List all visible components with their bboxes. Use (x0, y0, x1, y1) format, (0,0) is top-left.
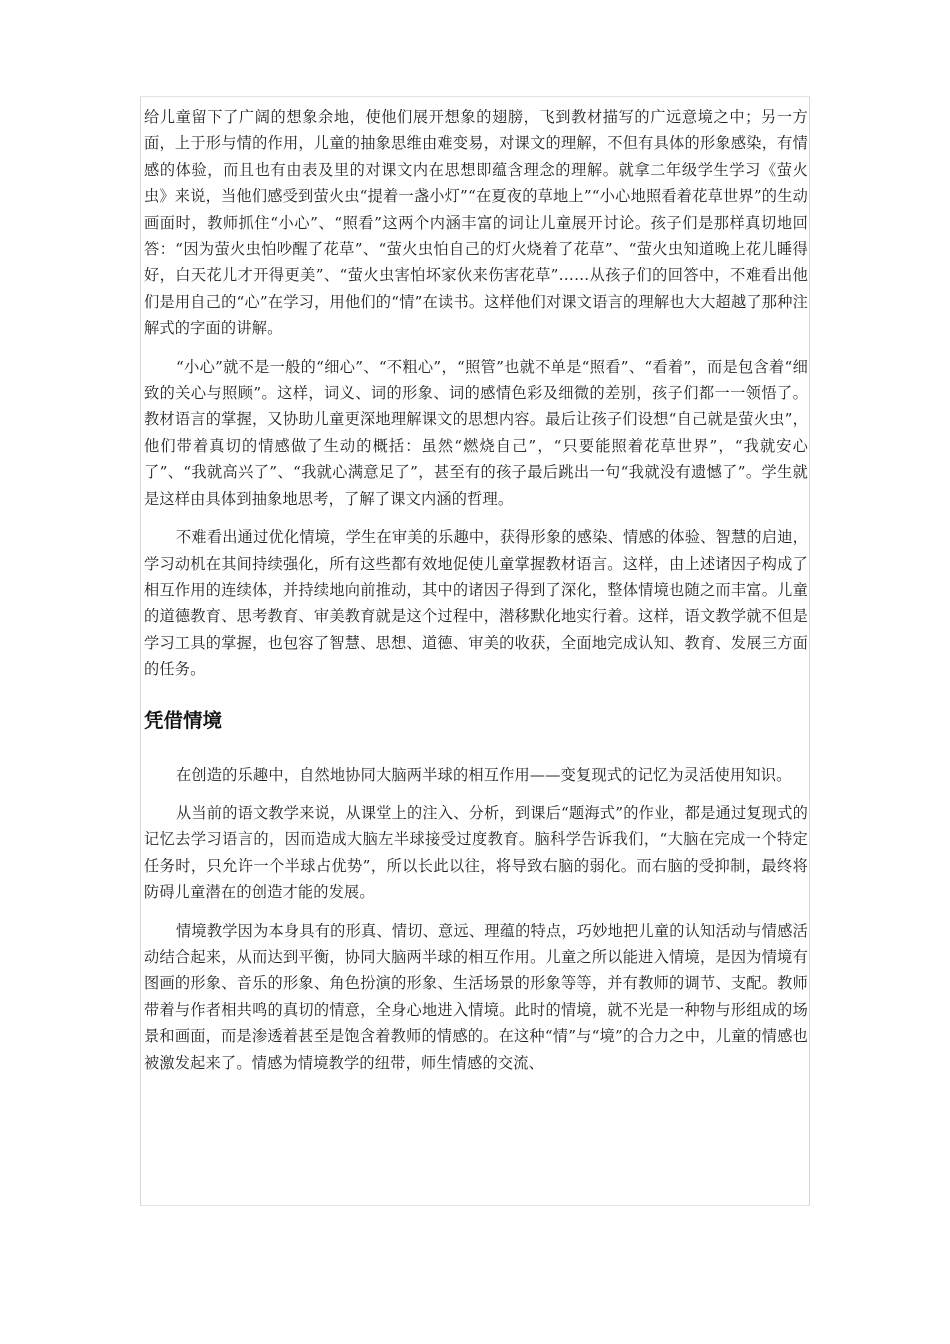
paragraph-optimize-situation: 不难看出通过优化情境，学生在审美的乐趣中，获得形象的感染、情感的体验、智慧的启迪，学习动机在其间持续强化，所有这些都有效地促使儿童掌握教材语言。这样，由上述诸因子构成了相互作用的连续体，并持续地向前推动，其中的诸因子得到了深化，整体情境也随之而丰富。儿童的道德教育、思考教育、审美教育就是这个过程中，潜移默化地实行着。这样，语文教学就不但是学习工具的掌握，也包容了智慧、思想、道德、审美的收获，全面地完成认知、教育、发展三方面的任务。 (144, 528, 808, 679)
section-heading: 凭借情境 (144, 708, 223, 732)
paragraph-continuation: 给儿童留下了广阔的想象余地，使他们展开想象的翅膀，飞到教材描写的广远意境之中；另一方面，上于形与情的作用，儿童的抽象思维由难变易，对课文的理解，不但有具体的形象感染，有情感的体验，而且也有由表及里的对课文内在思想即蕴含理念的理解。就拿二年级学生学习《萤火虫》来说，当他们感受到萤火虫“提着一盏小灯”“在夏夜的草地上”“小心地照看着花草世界”的生动画面时，教师抓住“小心”、“照看”这两个内涵丰富的词让儿童展开讨论。孩子们是那样真切地回答：“因为萤火虫怕吵醒了花草”、“萤火虫怕自己的灯火烧着了花草”、“萤火虫知道晚上花儿睡得好，白天花儿才开得更美”、“萤火虫害怕坏家伙来伤害花草”……从孩子们的回答中，不难看出他们是用自己的“心”在学习，用他们的“情”在读书。这样他们对课文语言的理解也大大超越了那种注解式的字面的讲解。 (144, 108, 808, 338)
paragraph-xiaoxin: “小心”就不是一般的“细心”、“不粗心”，“照管”也就不单是“照看”、“看着”，而是包含着“细致的关心与照顾”。这样，词义、词的形象、词的感情色彩及细微的差别，孩子们都一一领悟了。教材语言的掌握，又协助儿童更深地理解课文的思想内容。最后让孩子们设想“自己就是萤火虫”，他们带着真切的情感做了生动的概括：虽然“燃烧自己”，“只要能照着花草世界”，“我就安心了”、“我就高兴了”、“我就心满意足了”，甚至有的孩子最后跳出一句“我就没有遗憾了”。学生就是这样由具体到抽象地思考，了解了课文内涵的哲理。 (144, 357, 808, 508)
document-body (144, 104, 808, 1076)
paragraph-situation-teaching: 情境教学因为本身具有的形真、情切、意远、理蕴的特点，巧妙地把儿童的认知活动与情感活动结合起来，从而达到平衡，协同大脑两半球的相互作用。儿童之所以能进入情境，是因为情境有图画的形象、音乐的形象、角色扮演的形象、生活场景的形象等等，并有教师的调节、支配。教师带着与作者相共鸣的真切的情意，全身心地进入情境。此时的情境，就不光是一种物与形组成的场景和画面，而是渗透着甚至是饱含着教师的情感的。在这种“情”与“境”的合力之中，儿童的情感也被激发起来了。情感为情境教学的纽带，师生情感的交流、 (144, 921, 808, 1072)
paragraph-creative-joy: 在创造的乐趣中，自然地协同大脑两半球的相互作用——变复现式的记忆为灵活使用知识。 (176, 765, 792, 784)
paragraph-current-teaching: 从当前的语文教学来说，从课堂上的注入、分析，到课后“题海式”的作业，都是通过复现式的记忆去学习语言的，因而造成大脑左半球接受过度教育。脑科学告诉我们，“大脑在完成一个特定任务时，只允许一个半球占优势”，所以长此以往，将导致右脑的弱化。而右脑的受抑制，最终将防碍儿童潜在的创造才能的发展。 (144, 803, 808, 902)
